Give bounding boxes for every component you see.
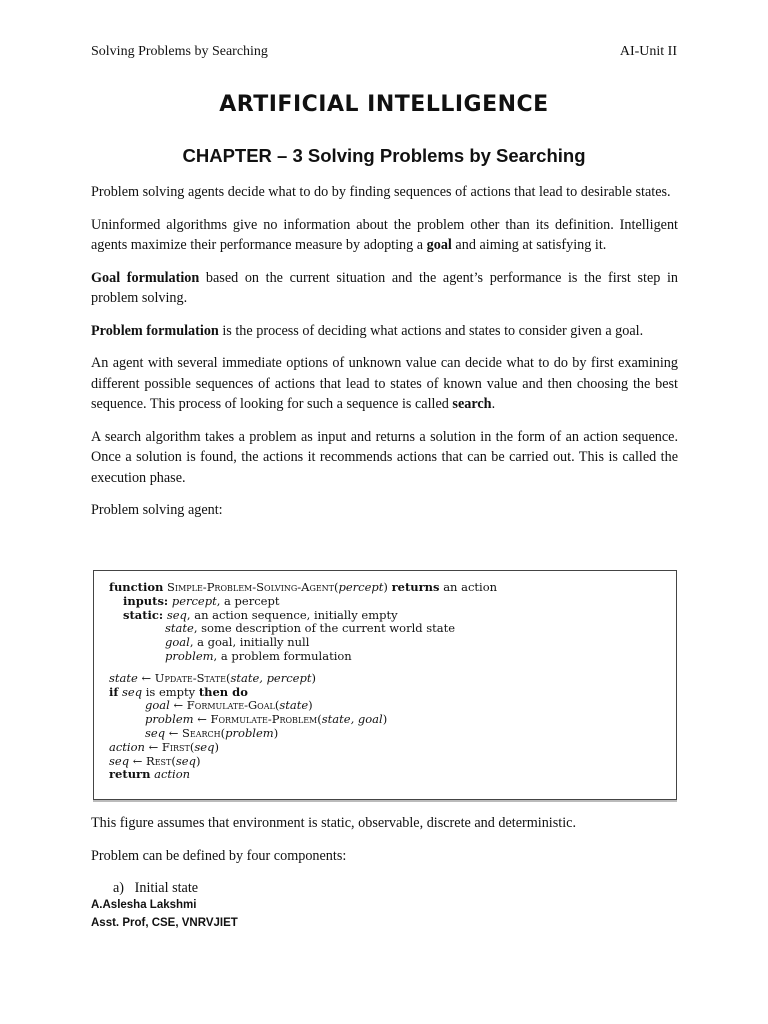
l8-mid: is empty xyxy=(145,684,196,699)
problem-desc: , a problem formulation xyxy=(213,648,352,663)
arg-percept: percept xyxy=(338,580,384,594)
l7-var: state xyxy=(109,670,138,685)
algorithm-figure xyxy=(93,570,677,800)
kw-return: return xyxy=(109,767,151,782)
l13-args: seq xyxy=(175,753,196,768)
l11-fn: Search xyxy=(182,725,221,740)
p2-text-a: Uninformed algorithms give no information about the problem other than its definition. Intelligent agents maximize their performance measure by adopting a xyxy=(91,216,678,253)
var-percept: percept xyxy=(171,593,217,608)
fig-line-13: seq ← Rest(seq) xyxy=(109,753,201,768)
var-seq: seq xyxy=(166,607,187,622)
paragraph-1: Problem solving agents decide what to do by finding sequences of actions that lead to desirable states. xyxy=(91,184,671,200)
l13-fn: Rest xyxy=(146,753,172,768)
algorithm-pseudocode xyxy=(109,581,497,782)
fig-line-7: state ← Update-State(state, percept) xyxy=(109,670,316,685)
kw-returns: returns xyxy=(391,580,440,594)
fig-line-10: problem ← Formulate-Problem(state, goal) xyxy=(145,712,388,727)
l11-args: problem xyxy=(225,725,274,740)
arrow: ← xyxy=(173,698,184,713)
paragraph-6: A search algorithm takes a problem as input and returns a solution in the form of an action sequence. Once a solution is found, the actions it recommends actions that can be carried out. This is called the execution phase. xyxy=(91,428,678,486)
paragraph-7: Problem solving agent: xyxy=(91,502,223,518)
l8-var: seq xyxy=(121,684,143,699)
fig-line-6 xyxy=(109,650,497,664)
author-footer xyxy=(91,896,238,932)
fig-line-11: seq ← Search(problem) xyxy=(145,725,279,740)
l12-var: action xyxy=(109,739,145,754)
p2-bold-goal: goal xyxy=(426,237,452,253)
fig-line-14 xyxy=(109,768,497,782)
l9-var: goal xyxy=(145,698,170,713)
p2-text-c: and aiming at satisfying it. xyxy=(451,237,607,253)
paragraph-5 xyxy=(91,353,678,415)
kw-function: function xyxy=(109,580,164,594)
l11-var: seq xyxy=(145,725,166,740)
l9-args: state xyxy=(279,698,309,713)
paragraph-8: This figure assumes that environment is static, observable, discrete and deterministic. xyxy=(91,815,577,831)
var-state: state xyxy=(165,621,194,636)
l10-fn: Formulate-Problem xyxy=(210,712,318,727)
p4-text: is the process of deciding what actions and states to consider given a goal. xyxy=(218,322,644,339)
arrow: ← xyxy=(197,712,207,727)
list-item-a: a) Initial state xyxy=(113,880,199,896)
p3-text: based on the current situation and the agent’s performance is the first step in problem solving. xyxy=(91,269,678,306)
arrow: ← xyxy=(148,739,159,754)
arrow: ← xyxy=(168,725,179,740)
kw-if: if xyxy=(109,684,119,699)
fig-line-9: goal ← Formulate-Goal(state) xyxy=(145,698,313,713)
fig-line-4 xyxy=(109,622,497,636)
fig-line-2 xyxy=(109,595,497,609)
state-desc: , some description of the current world state xyxy=(193,621,456,636)
paragraph-3 xyxy=(91,268,678,309)
goal-desc: , a goal, initially null xyxy=(189,635,310,650)
p5-text-c: . xyxy=(491,396,496,412)
kw-static: static: xyxy=(123,607,164,622)
paragraph-9: Problem can be defined by four components: xyxy=(91,847,347,864)
l12-args: seq xyxy=(194,739,215,754)
l10-args: state, goal xyxy=(321,712,383,727)
returns-desc: an action xyxy=(443,580,498,594)
p5-text-a: An agent with several immediate options of unknown value can decide what to do by first examining different possible sequences of actions that lead to states of known value and then choosing the best sequence. This process of looking for such a sequence is called xyxy=(91,355,678,412)
seq-desc: , an action sequence, initially empty xyxy=(186,607,398,622)
p5-bold-search: search xyxy=(452,396,492,412)
fig-line-8 xyxy=(109,686,497,700)
p4-bold-term: Problem formulation xyxy=(91,322,219,339)
kw-then-do: then do xyxy=(198,684,248,699)
document-title: ARTIFICIAL INTELLIGENCE xyxy=(219,92,549,117)
author-role: Asst. Prof, CSE, VNRVJIET xyxy=(91,917,238,929)
paragraph-4 xyxy=(91,321,678,342)
var-goal: goal xyxy=(165,635,190,650)
running-header-left: Solving Problems by Searching xyxy=(91,44,268,59)
arrow: ← xyxy=(141,670,152,685)
l14-var: action xyxy=(154,767,191,782)
p3-bold-term: Goal formulation xyxy=(91,269,200,286)
l7-fn: Update-State xyxy=(154,670,226,685)
body-text xyxy=(91,182,678,533)
fn-name: Simple-Problem-Solving-Agent xyxy=(167,580,335,594)
arrow: ← xyxy=(132,753,143,768)
fig-line-1: function Simple-Problem-Solving-Agent(percept) returns an action xyxy=(109,580,498,594)
inputs-desc: , a percept xyxy=(216,593,280,608)
running-header-right: AI-Unit II xyxy=(619,44,677,59)
fig-line-12: action ← First(seq) xyxy=(109,739,219,754)
author-name: A.Aslesha Lakshmi xyxy=(91,899,197,911)
fig-line-5 xyxy=(109,636,497,650)
paragraph-2 xyxy=(91,215,678,256)
kw-inputs: inputs: xyxy=(123,593,169,608)
l10-var: problem xyxy=(145,712,194,727)
l7-args: state, percept xyxy=(230,670,312,685)
l12-fn: First xyxy=(161,739,190,754)
fig-line-3 xyxy=(109,609,497,623)
l13-var: seq xyxy=(109,753,130,768)
l9-fn: Formulate-Goal xyxy=(186,698,275,713)
var-problem: problem xyxy=(165,648,214,663)
chapter-heading: CHAPTER – 3 Solving Problems by Searching xyxy=(182,145,586,166)
